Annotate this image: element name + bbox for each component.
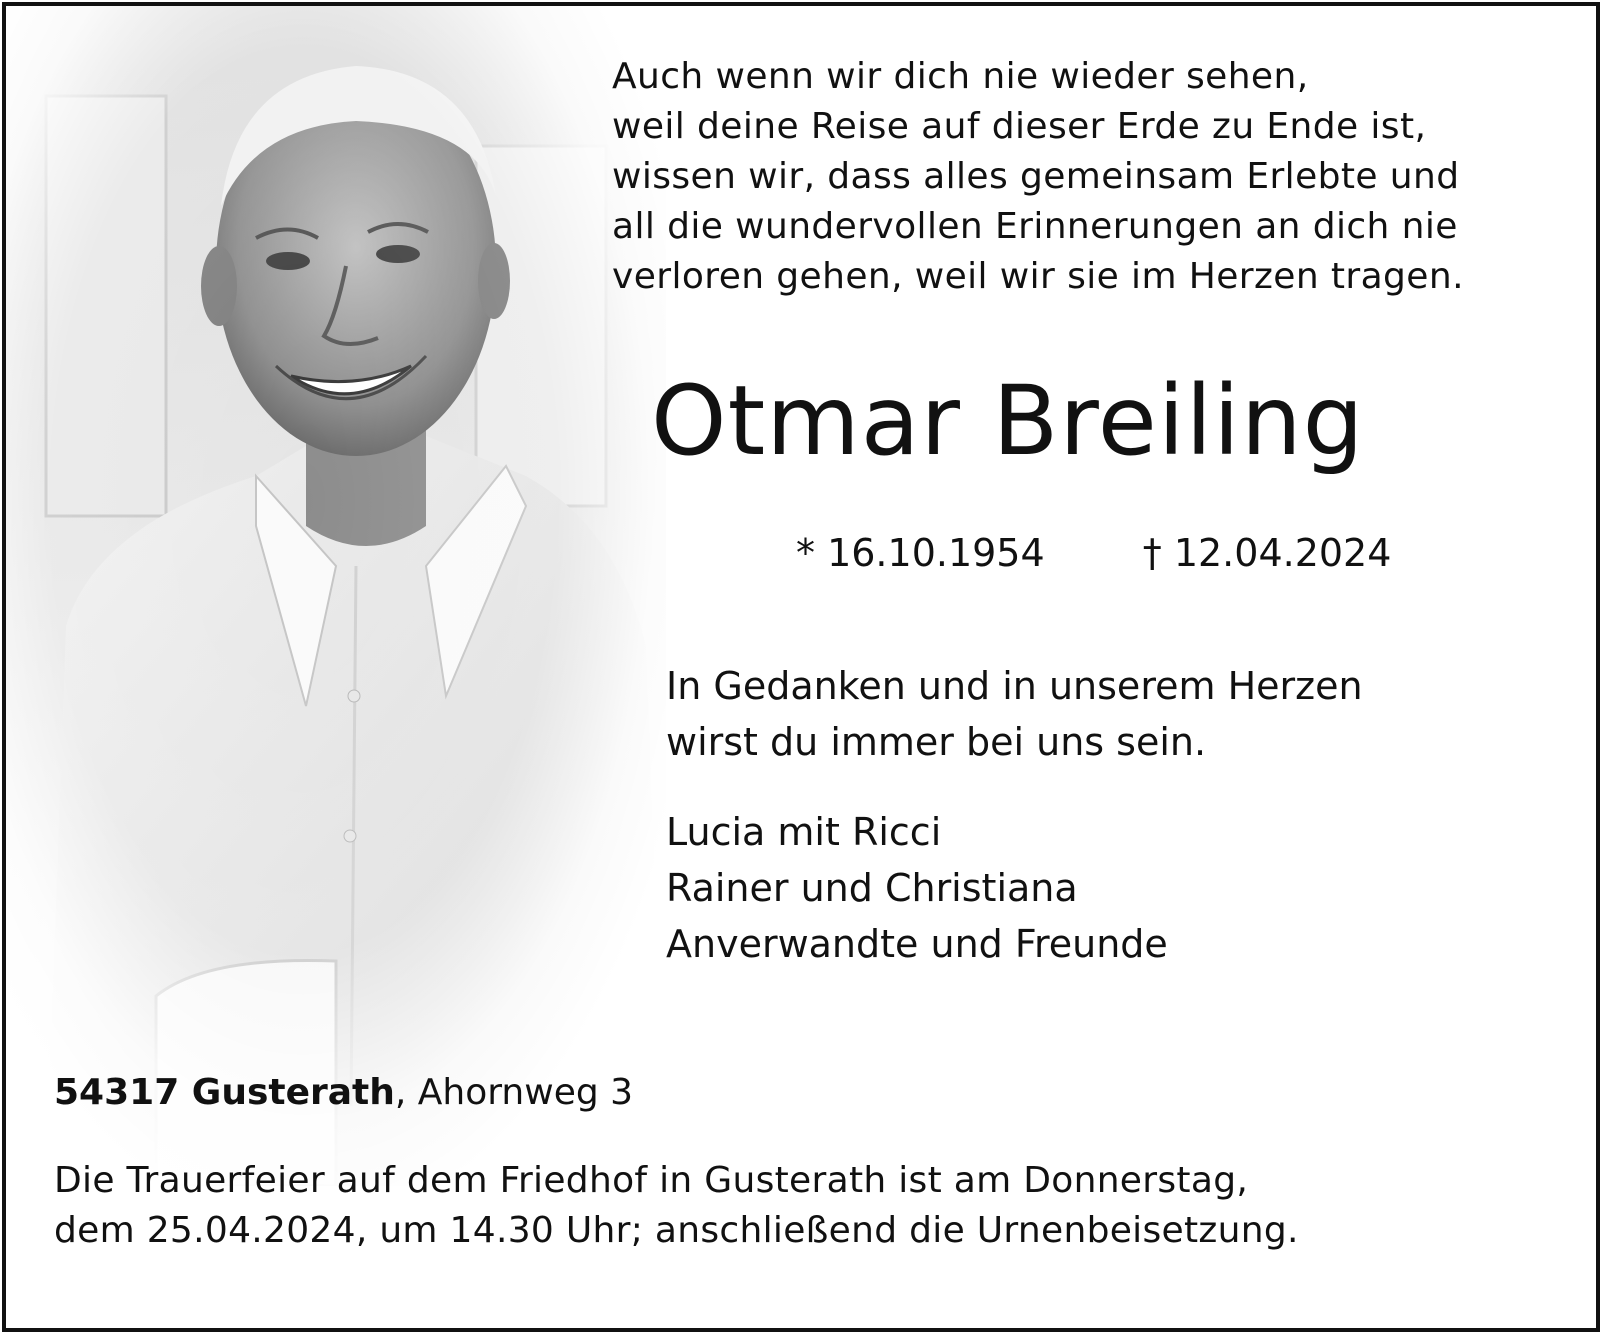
- funeral-ceremony-info: [54, 1156, 1554, 1256]
- obituary-notice: [2, 2, 1600, 1332]
- poem-line: Auch wenn wir dich nie wieder sehen,: [612, 56, 1309, 97]
- mourner-entry: Rainer und Christiana: [666, 866, 1078, 910]
- mourners-list: [666, 804, 1168, 972]
- poem-line: all die wundervollen Erinnerungen an dich nie: [612, 206, 1458, 247]
- address-street: , Ahornweg 3: [394, 1072, 634, 1113]
- mourning-address: [54, 1070, 633, 1116]
- deceased-name: Otmar Breiling: [651, 365, 1365, 477]
- poem-line: wissen wir, dass alles gemeinsam Erlebte und: [612, 156, 1460, 197]
- remembrance-text: [666, 658, 1363, 770]
- mourner-entry: Lucia mit Ricci: [666, 810, 942, 854]
- remembrance-line: In Gedanken und in unserem Herzen: [666, 664, 1363, 708]
- birth-date: * 16.10.1954: [796, 531, 1045, 575]
- ceremony-line: dem 25.04.2024, um 14.30 Uhr; anschließend die Urnenbeisetzung.: [54, 1210, 1299, 1251]
- poem-line: verloren gehen, weil wir sie im Herzen tragen.: [612, 256, 1464, 297]
- mourner-entry: Anverwandte und Freunde: [666, 922, 1168, 966]
- life-dates: [796, 528, 1391, 578]
- remembrance-line: wirst du immer bei uns sein.: [666, 720, 1207, 764]
- portrait-photo: [6, 6, 666, 1186]
- death-date: † 12.04.2024: [1142, 531, 1392, 575]
- ceremony-line: Die Trauerfeier auf dem Friedhof in Gusterath ist am Donnerstag,: [54, 1160, 1249, 1201]
- address-city: 54317 Gusterath: [54, 1072, 395, 1113]
- memorial-poem: [612, 52, 1572, 302]
- poem-line: weil deine Reise auf dieser Erde zu Ende ist,: [612, 106, 1427, 147]
